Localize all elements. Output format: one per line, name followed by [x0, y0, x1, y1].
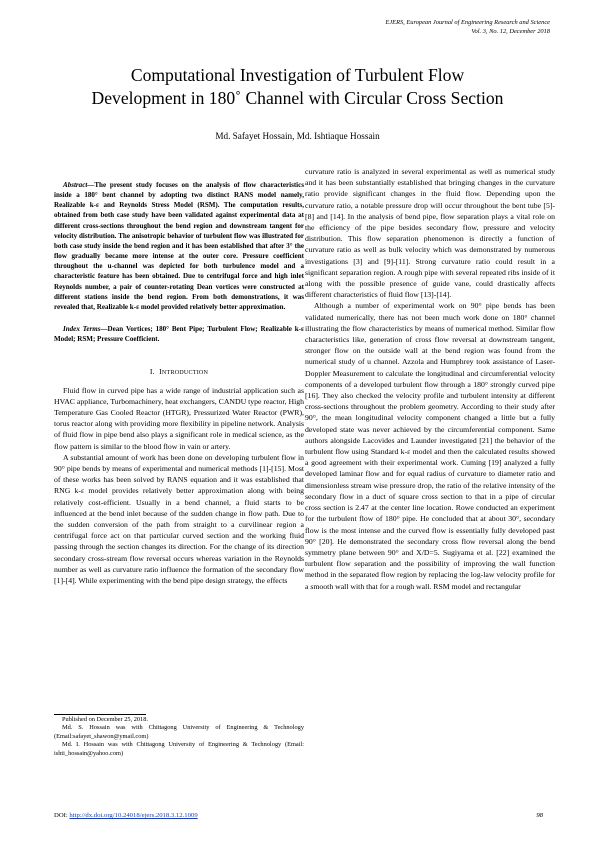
footnotes [54, 716, 304, 758]
section-title-rest: NTRODUCTION [161, 370, 209, 377]
title-line-1: Computational Investigation of Turbulent Flow [130, 65, 465, 85]
left-column [54, 180, 304, 586]
abstract-text: —The present study focuses on the analysis of flow characteristics inside a 180° bent channel by adopting two distinct RANS model namely, Realizable k-ε and Reynolds Stress Model (RSM). The computation results, obtained from both case study have been validated against experimental data at different cross-sections throughout the bend region and downstream tangent for velocity distribution. The anisotropic behavior of turbulent flow was illustrated for both case study inside the bend region and it has been established that after 3° the flow gradually became more intense at the outer core. Pressure coefficient throughout the u-channel was depicted for both turbulence model and a characteristic feature has been obtained. Due to centrifugal force and high inlet Reynolds number, a pair of counter-rotating Dean vortices were constructed at different stations inside the bend region. From both demonstrations, it was revealed that, Realizable k-ε model provided relatively better approximation. [54, 181, 304, 311]
section-heading-introduction [54, 366, 304, 379]
page-footer [54, 812, 543, 819]
title-line-2: Development in 180˚ Channel with Circular Cross Section [91, 88, 504, 108]
index-terms [54, 324, 304, 344]
index-terms-text: —Dean Vortices; 180° Bent Pipe; Turbulent Flow; Realizable k-ε Model; RSM; Pressure Coefficient. [54, 325, 304, 344]
footnote-published: Published on December 25, 2018. [62, 716, 148, 723]
footnote-divider [54, 714, 146, 715]
authors: Md. Safayet Hossain, Md. Ishtiaque Hossain [215, 131, 380, 141]
abstract-label: Abstract [63, 181, 88, 189]
footnote-author-2: Md. I. Hossain was with Chittagong University of Engineering & Technology (Email: ishti_hossain@yahoo.com) [54, 741, 304, 757]
right-column [305, 166, 555, 592]
abstract [54, 180, 304, 312]
footnote-author-1: Md. S. Hossain was with Chittagong University of Engineering & Technology (Email:safayet_shawon@ymail.com) [54, 724, 304, 740]
journal-volume: Vol. 3, No. 12, December 2018 [471, 27, 550, 35]
section-title-initial: I [159, 367, 162, 377]
section-number: I. [149, 367, 155, 377]
journal-name: EJERS, European Journal of Engineering Research and Science [385, 19, 550, 26]
page-number: 98 [536, 812, 543, 819]
intro-paragraph-2: A substantial amount of work has been done on developing turbulent flow in 90° pipe bends by means of experimental and numerical methods [1]-[15]. Most of these works has been solved by RANS equation and it was established that RNG k-ε model provides relatively better approximation along with being relatively cost-efficient. Usually in a bend channel, a fluid starts to be influenced at the bend inlet because of the sudden change in flow path. Due to the sudden conversion of the path from straight to a curvilinear region a centrifugal force act on that particular curved section and the working fluid passing through the section changes its direction. For the change of its direction secondary cross-stream flow reversal occurs whereas variation in the Reynolds number as well as curvature ratio influence the formation of the secondary flow [1]-[4]. While experimenting with the bend pipe design strategy, the effects [54, 452, 304, 585]
intro-paragraph-1: Fluid flow in curved pipe has a wide range of industrial application such as HVAC appliance, Turbomachinery, heat exchangers, CANDU type reactor, High Temperature Gas Cooled Reactor (HTGR), Pressurized Water Reactor (PWR), torus reactor along with providing more flexibility in pipeline network. Analysis of fluid flow in pipe bend also plays a significant role in medical science, as the flow pattern is similar to the blood flow in vain or artery. [54, 385, 304, 451]
journal-header [385, 19, 550, 36]
doi-link[interactable]: http://dx.doi.org/10.24018/ejers.2018.3.12.1009 [69, 812, 198, 819]
index-terms-label: Index Terms [63, 325, 101, 334]
doi-label: DOI: [54, 812, 70, 819]
intro-paragraph-3: curvature ratio is analyzed in several experimental as well as numerical study and it has been substantially established that bringing changes in the curvature ratio provide significant changes in the fluid flow. Depending upon the curvature ratio, a notable pressure drop will occur throughout the bent tube [5]-[8] and [14]. In the analysis of bend pipe, flow separation plays a vital role on the efficiency of the pipe besides secondary flow, pressure and velocity distribution. This flow separation phenomenon is directly a function of curvature ratio as well as bulk velocity which was demonstrated by numerous investigations [3] and [9]-[11]. Strong curvature ratio could result in a significant separation region. A rough pipe with several repeated ribs inside of it along with the possible presence of guide vane, could drastically affects different characteristics of fluid flow [13]-[14]. [305, 167, 555, 300]
paper-title [40, 64, 555, 110]
intro-paragraph-4: Although a number of experimental work on 90° pipe bends has been validated numerically, there has not been much work done on 180° channel illustrating the flow characteristics by means of numerical method. Similar flow characteristics like, generation of cross flow reversal at downstream tangent, stronger flow on the outside wall at the bend region was found from the numerical study of u channel. Azzola and Humphrey took assistance of Laser-Doppler Measurement to calculate the longitudinal and circumferential velocity components of a developed turbulent flow through a 180° strongly curved pipe [16]. They also checked the velocity profile and turbulent intensity at different cross-sections throughout the problem geometry. According to their study after 90°, the mean longitudinal velocity component changed a little but a fully developed state was never achieved by the circumferential component. Same authors alongside Lacovides and Launder investigated [21] the behavior of the turbulent flow using Standard k-ε model and then the calculated results showed a good agreement with their experimental work. Cuming [19] analyzed a fully developed laminar flow and for equal radius of curvature to diameter ratio and dimensionless stream wise pressure drop, the ratio of the relative intensity of the secondary flow in a duct of square cross section to that in a pipe of circular cross section is 2.47 at the center line location. Rowe conducted an experiment for the turbulent flow of 180° pipe. He concluded that at about 30°, secondary flow is the most intense and the curved flow is essentially fully developed past 90° [20]. He demonstrated the secondary cross flow reversal along the bend symmetry plane between 90° and X/D=5. Sugiyama et al. [22] examined the turbulent flow separation and the possibility of improving the wall function method in the separated flow region by replacing the log-law velocity profile for a smooth wall with that for a rough wall. RSM model and rectangular [305, 301, 555, 591]
